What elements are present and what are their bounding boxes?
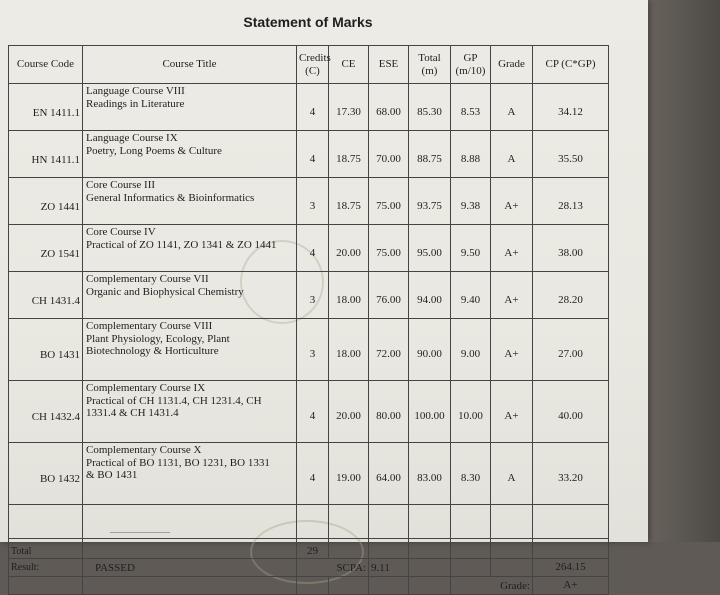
course-title	[83, 443, 297, 505]
gp-cell: 8.88	[451, 131, 491, 178]
grade-label: Grade:	[451, 577, 533, 595]
grade-cell: A	[491, 443, 533, 505]
ese-cell: 64.00	[369, 443, 409, 505]
course-title	[83, 381, 297, 443]
ese-cell: 80.00	[369, 381, 409, 443]
course-title	[83, 319, 297, 381]
result-label: Result:	[9, 559, 83, 577]
ce-cell: 17.30	[329, 84, 369, 131]
course-name: Poetry, Long Poems & Culture	[86, 144, 222, 157]
course-name: Practical of BO 1131, BO 1231, BO 1331	[86, 456, 270, 469]
header-ce: CE	[329, 46, 369, 84]
credits-cell: 3	[297, 178, 329, 225]
ese-cell: 75.00	[369, 178, 409, 225]
ce-cell: 18.00	[329, 319, 369, 381]
grade-cell: A+	[491, 319, 533, 381]
marks-table	[8, 45, 609, 595]
total-cell: 100.00	[409, 381, 451, 443]
grade-cell: A	[491, 131, 533, 178]
cp-cell: 34.12	[533, 84, 609, 131]
ese-cell: 75.00	[369, 225, 409, 272]
credits-cell: 4	[297, 381, 329, 443]
scpa-label: SCPA:	[297, 559, 369, 577]
gp-cell: 9.40	[451, 272, 491, 319]
course-category: Complementary Course IX	[86, 382, 206, 394]
course-title	[83, 225, 297, 272]
gp-cell: 8.30	[451, 443, 491, 505]
table-row	[9, 319, 609, 381]
total-cp: 264.15	[533, 559, 609, 577]
ce-cell: 20.00	[329, 225, 369, 272]
ese-cell: 72.00	[369, 319, 409, 381]
total-cell: 83.00	[409, 443, 451, 505]
scpa-value: 9.11	[369, 559, 409, 577]
total-cell: 95.00	[409, 225, 451, 272]
ce-cell: 18.75	[329, 178, 369, 225]
total-cell: 85.30	[409, 84, 451, 131]
course-code: BO 1432	[9, 443, 83, 505]
course-code: HN 1411.1	[9, 131, 83, 178]
header-grade: Grade	[491, 46, 533, 84]
credits-cell: 4	[297, 131, 329, 178]
course-code: CH 1431.4	[9, 272, 83, 319]
ese-cell: 70.00	[369, 131, 409, 178]
header-cp: CP (C*GP)	[533, 46, 609, 84]
total-cell: 94.00	[409, 272, 451, 319]
credits-cell: 4	[297, 225, 329, 272]
ce-cell: 19.00	[329, 443, 369, 505]
credits-cell: 4	[297, 84, 329, 131]
course-category: Language Course IX	[86, 132, 178, 144]
course-category: Core Course IV	[86, 226, 156, 238]
course-category: Language Course VIII	[86, 85, 185, 97]
course-title	[83, 84, 297, 131]
credits-cell: 4	[297, 443, 329, 505]
cp-cell: 38.00	[533, 225, 609, 272]
course-name-cont: Biotechnology & Horticulture	[86, 345, 219, 357]
header-gp: GP (m/10)	[451, 46, 491, 84]
credits-cell: 3	[297, 319, 329, 381]
total-cell: 88.75	[409, 131, 451, 178]
course-name-cont: & BO 1431	[86, 469, 138, 481]
course-name: General Informatics & Bioinformatics	[86, 191, 255, 204]
table-row	[9, 225, 609, 272]
cp-cell: 27.00	[533, 319, 609, 381]
table-row	[9, 178, 609, 225]
cp-cell: 40.00	[533, 381, 609, 443]
total-credits: 29	[297, 539, 329, 559]
total-label: Total	[9, 539, 83, 559]
table-row	[9, 381, 609, 443]
course-title	[83, 272, 297, 319]
table-row	[9, 131, 609, 178]
course-code: EN 1411.1	[9, 84, 83, 131]
gp-cell: 9.50	[451, 225, 491, 272]
ese-cell: 76.00	[369, 272, 409, 319]
total-cell: 90.00	[409, 319, 451, 381]
ce-cell: 20.00	[329, 381, 369, 443]
grade-cell: A+	[491, 381, 533, 443]
course-category: Complementary Course X	[86, 444, 202, 456]
course-name: Readings in Literature	[86, 97, 185, 110]
grade-cell: A+	[491, 272, 533, 319]
course-name: Organic and Biophysical Chemistry	[86, 285, 244, 298]
cp-cell: 35.50	[533, 131, 609, 178]
cp-cell: 33.20	[533, 443, 609, 505]
credits-cell: 3	[297, 272, 329, 319]
ce-cell: 18.00	[329, 272, 369, 319]
table-row	[9, 84, 609, 131]
gp-cell: 9.38	[451, 178, 491, 225]
ce-cell: 18.75	[329, 131, 369, 178]
course-title	[83, 131, 297, 178]
course-code: CH 1432.4	[9, 381, 83, 443]
course-name-cont: 1331.4 & CH 1431.4	[86, 407, 179, 419]
result-value: PASSED	[83, 559, 297, 577]
grade-cell: A+	[491, 225, 533, 272]
course-code: ZO 1441	[9, 178, 83, 225]
grade-cell: A+	[491, 178, 533, 225]
course-category: Core Course III	[86, 179, 156, 191]
course-name: Plant Physiology, Ecology, Plant	[86, 332, 230, 345]
course-category: Complementary Course VIII	[86, 320, 213, 332]
course-title	[83, 178, 297, 225]
course-name: Practical of ZO 1141, ZO 1341 & ZO 1441	[86, 238, 277, 251]
grade-row	[9, 577, 609, 595]
ese-cell: 68.00	[369, 84, 409, 131]
spacer-row	[9, 505, 609, 539]
grade-cell: A	[491, 84, 533, 131]
page-title: Statement of Marks	[243, 14, 373, 30]
header-course-title: Course Title	[83, 46, 297, 84]
course-category: Complementary Course VII	[86, 273, 209, 285]
header-credits: Credits (C)	[297, 46, 329, 84]
header-ese: ESE	[369, 46, 409, 84]
table-row	[9, 443, 609, 505]
result-row	[9, 559, 609, 577]
background-fabric	[640, 0, 720, 542]
header-row	[9, 46, 609, 84]
header-course-code: Course Code	[9, 46, 83, 84]
course-name: Practical of CH 1131.4, CH 1231.4, CH	[86, 394, 262, 407]
gp-cell: 9.00	[451, 319, 491, 381]
course-code: BO 1431	[9, 319, 83, 381]
course-code: ZO 1541	[9, 225, 83, 272]
final-grade: A+	[533, 577, 609, 595]
total-cell: 93.75	[409, 178, 451, 225]
cp-cell: 28.20	[533, 272, 609, 319]
header-total: Total (m)	[409, 46, 451, 84]
table-row	[9, 272, 609, 319]
gp-cell: 10.00	[451, 381, 491, 443]
cp-cell: 28.13	[533, 178, 609, 225]
gp-cell: 8.53	[451, 84, 491, 131]
